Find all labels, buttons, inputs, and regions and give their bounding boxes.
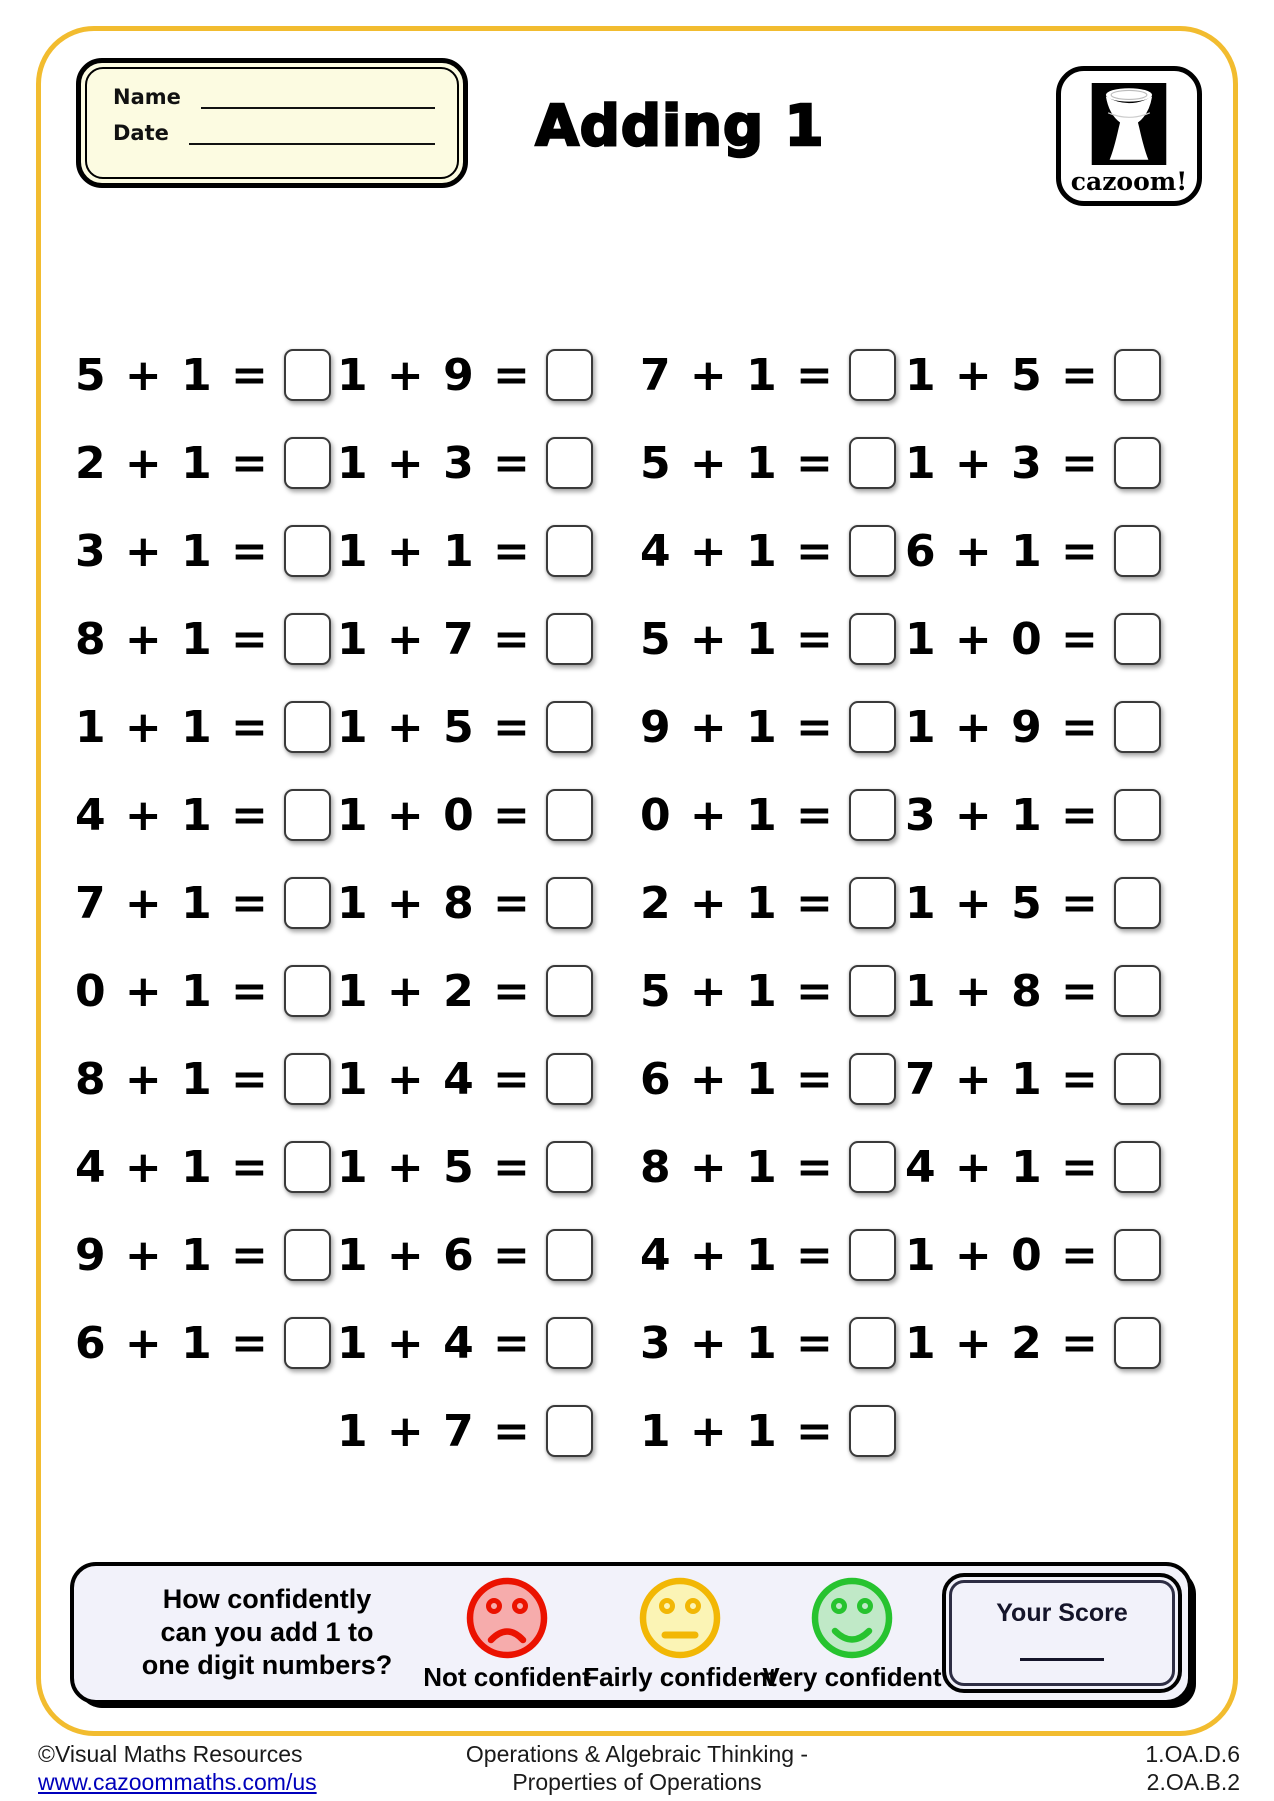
equation-text: 6 + 1 = [75, 1317, 270, 1369]
problem-cell [640, 1035, 896, 1123]
problems-column-4 [905, 331, 1161, 1475]
answer-box[interactable] [546, 789, 593, 841]
problem-cell [337, 859, 593, 947]
problem-cell [905, 947, 1161, 1035]
problem-cell [640, 947, 896, 1035]
confidence-question-line2: can you add 1 to [160, 1617, 374, 1647]
equation-text: 7 + 1 = [75, 877, 270, 929]
happy-face-icon [808, 1574, 896, 1662]
equation-text: 1 + 5 = [905, 349, 1100, 401]
footer-topic-line2: Properties of Operations [512, 1769, 762, 1795]
footer-topic-line1: Operations & Algebraic Thinking - [465, 1741, 809, 1767]
answer-box[interactable] [546, 525, 593, 577]
equation-text: 1 + 1 = [640, 1405, 835, 1457]
equation-text: 9 + 1 = [640, 701, 835, 753]
answer-box[interactable] [849, 349, 896, 401]
confidence-option-neutral[interactable] [583, 1574, 777, 1693]
cazoom-logo [1056, 66, 1202, 206]
answer-box[interactable] [546, 1229, 593, 1281]
problem-cell [337, 1299, 593, 1387]
equation-text: 1 + 8 = [337, 877, 532, 929]
answer-box[interactable] [284, 1141, 331, 1193]
date-label: Date [113, 121, 169, 145]
footer-standard-1: 1.OA.D.6 [1145, 1741, 1240, 1767]
answer-box[interactable] [1114, 349, 1161, 401]
answer-box[interactable] [546, 877, 593, 929]
confidence-option-label: Fairly confident [583, 1662, 777, 1692]
problem-cell [75, 771, 331, 859]
answer-box[interactable] [1114, 1053, 1161, 1105]
problem-cell [905, 1035, 1161, 1123]
problem-cell [640, 859, 896, 947]
problems-column-3 [640, 331, 896, 1475]
problem-cell [905, 1123, 1161, 1211]
problem-cell [640, 1123, 896, 1211]
problem-cell [75, 1387, 331, 1475]
answer-box[interactable] [546, 1053, 593, 1105]
problem-cell [75, 419, 331, 507]
equation-text: 3 + 1 = [905, 789, 1100, 841]
answer-box[interactable] [284, 1229, 331, 1281]
equation-text: 4 + 1 = [75, 789, 270, 841]
problem-cell [337, 1035, 593, 1123]
answer-box[interactable] [1114, 965, 1161, 1017]
problem-cell [75, 1123, 331, 1211]
problem-cell [75, 1299, 331, 1387]
answer-box[interactable] [849, 965, 896, 1017]
sad-face-icon [463, 1574, 551, 1662]
equation-text: 1 + 6 = [337, 1229, 532, 1281]
equation-text: 1 + 0 = [905, 613, 1100, 665]
problem-cell [75, 947, 331, 1035]
problem-cell [75, 859, 331, 947]
answer-box[interactable] [546, 613, 593, 665]
equation-text: 4 + 1 = [75, 1141, 270, 1193]
problem-cell [905, 1387, 1161, 1475]
equation-text: 6 + 1 = [640, 1053, 835, 1105]
equation-text: 8 + 1 = [640, 1141, 835, 1193]
equation-text: 1 + 9 = [905, 701, 1100, 753]
equation-text: 4 + 1 = [640, 525, 835, 577]
name-date-box [76, 58, 468, 188]
confidence-question-line3: one digit numbers? [141, 1650, 393, 1680]
problem-cell [905, 507, 1161, 595]
score-box-inner [949, 1580, 1175, 1686]
answer-box[interactable] [546, 437, 593, 489]
answer-box[interactable] [1114, 1141, 1161, 1193]
problem-cell [905, 1211, 1161, 1299]
equation-text: 0 + 1 = [75, 965, 270, 1017]
problem-cell [337, 947, 593, 1035]
answer-box[interactable] [284, 349, 331, 401]
equation-text: 1 + 9 = [337, 349, 532, 401]
logo-wordmark: cazoom! [1070, 167, 1188, 196]
equation-text: 1 + 7 = [337, 613, 532, 665]
equation-text: 9 + 1 = [75, 1229, 270, 1281]
answer-box[interactable] [284, 1053, 331, 1105]
equation-text: 1 + 0 = [905, 1229, 1100, 1281]
problem-cell [640, 595, 896, 683]
equation-text: 4 + 1 = [905, 1141, 1100, 1193]
answer-box[interactable] [849, 613, 896, 665]
footer-copyright: ©Visual Maths Resources [38, 1741, 303, 1767]
equation-text: 5 + 1 = [75, 349, 270, 401]
problem-cell [337, 1123, 593, 1211]
problem-cell [640, 419, 896, 507]
answer-box[interactable] [849, 1053, 896, 1105]
problem-cell [337, 771, 593, 859]
equation-text: 1 + 3 = [337, 437, 532, 489]
problem-cell [905, 419, 1161, 507]
confidence-option-sad[interactable] [417, 1574, 597, 1693]
equation-text: 1 + 1 = [337, 525, 532, 577]
djembe-drum-icon [1091, 83, 1167, 165]
footer-website-link[interactable]: www.cazoommaths.com/us [38, 1769, 317, 1795]
problem-cell [337, 419, 593, 507]
problem-cell [905, 683, 1161, 771]
equation-text: 1 + 2 = [337, 965, 532, 1017]
answer-box[interactable] [849, 1317, 896, 1369]
equation-text: 1 + 5 = [337, 701, 532, 753]
problem-cell [337, 1387, 593, 1475]
equation-text: 1 + 3 = [905, 437, 1100, 489]
answer-box[interactable] [1114, 701, 1161, 753]
equation-text: 1 + 8 = [905, 965, 1100, 1017]
problem-cell [337, 507, 593, 595]
answer-box[interactable] [849, 877, 896, 929]
answer-box[interactable] [849, 1229, 896, 1281]
answer-box[interactable] [1114, 1229, 1161, 1281]
problem-cell [640, 771, 896, 859]
problem-cell [905, 771, 1161, 859]
equation-text: 0 + 1 = [640, 789, 835, 841]
answer-box[interactable] [1114, 1317, 1161, 1369]
problem-cell [905, 859, 1161, 947]
equation-text: 8 + 1 = [75, 613, 270, 665]
equation-text: 1 + 4 = [337, 1053, 532, 1105]
problem-cell [905, 331, 1161, 419]
answer-box[interactable] [284, 437, 331, 489]
equation-text: 3 + 1 = [75, 525, 270, 577]
answer-box[interactable] [849, 1405, 896, 1457]
problem-cell [75, 1035, 331, 1123]
equation-text: 5 + 1 = [640, 613, 835, 665]
answer-box[interactable] [546, 1141, 593, 1193]
answer-box[interactable] [1114, 613, 1161, 665]
answer-box[interactable] [284, 789, 331, 841]
equation-text: 2 + 1 = [75, 437, 270, 489]
confidence-option-label: Not confident [423, 1662, 591, 1692]
equation-text: 1 + 2 = [905, 1317, 1100, 1369]
name-label: Name [113, 85, 181, 109]
answer-box[interactable] [284, 1317, 331, 1369]
confidence-question [102, 1583, 432, 1682]
answer-box[interactable] [546, 349, 593, 401]
answer-box[interactable] [1114, 437, 1161, 489]
problem-cell [75, 507, 331, 595]
problems-column-2 [337, 331, 593, 1475]
score-entry-line[interactable] [1020, 1658, 1104, 1661]
problem-cell [905, 595, 1161, 683]
answer-box[interactable] [849, 789, 896, 841]
confidence-question-line1: How confidently [162, 1584, 372, 1614]
problems-column-1 [75, 331, 331, 1475]
problem-cell [640, 1387, 896, 1475]
worksheet-title: Adding 1 [535, 94, 825, 159]
equation-text: 7 + 1 = [905, 1053, 1100, 1105]
answer-box[interactable] [284, 613, 331, 665]
problem-cell [337, 1211, 593, 1299]
equation-text: 1 + 7 = [337, 1405, 532, 1457]
equation-text: 5 + 1 = [640, 437, 835, 489]
equation-text: 1 + 5 = [905, 877, 1100, 929]
problem-cell [640, 507, 896, 595]
answer-box[interactable] [1114, 877, 1161, 929]
problem-cell [75, 595, 331, 683]
equation-text: 3 + 1 = [640, 1317, 835, 1369]
answer-box[interactable] [849, 437, 896, 489]
problem-cell [337, 683, 593, 771]
equation-text: 5 + 1 = [640, 965, 835, 1017]
answer-box[interactable] [284, 965, 331, 1017]
equation-text: 1 + 4 = [337, 1317, 532, 1369]
equation-text: 2 + 1 = [640, 877, 835, 929]
footer-standard-2: 2.OA.B.2 [1146, 1769, 1240, 1795]
name-field-line[interactable] [201, 90, 435, 109]
neutral-face-icon [636, 1574, 724, 1662]
problem-cell [75, 1211, 331, 1299]
equation-text: 1 + 0 = [337, 789, 532, 841]
answer-box[interactable] [546, 1317, 593, 1369]
confidence-option-happy[interactable] [762, 1574, 942, 1693]
answer-box[interactable] [546, 965, 593, 1017]
equation-text: 1 + 5 = [337, 1141, 532, 1193]
problem-cell [640, 331, 896, 419]
problem-cell [640, 1299, 896, 1387]
equation-text: 6 + 1 = [905, 525, 1100, 577]
equation-text: 1 + 1 = [75, 701, 270, 753]
answer-box[interactable] [284, 701, 331, 753]
score-label: Your Score [996, 1599, 1128, 1627]
answer-box[interactable] [849, 701, 896, 753]
name-date-box-inner [85, 67, 459, 179]
answer-box[interactable] [849, 1141, 896, 1193]
score-box [942, 1573, 1182, 1693]
answer-box[interactable] [284, 877, 331, 929]
answer-box[interactable] [546, 1405, 593, 1457]
problem-cell [75, 683, 331, 771]
problem-cell [75, 331, 331, 419]
equation-text: 4 + 1 = [640, 1229, 835, 1281]
problem-cell [640, 1211, 896, 1299]
answer-box[interactable] [849, 525, 896, 577]
answer-box[interactable] [1114, 525, 1161, 577]
answer-box[interactable] [546, 701, 593, 753]
equation-text: 7 + 1 = [640, 349, 835, 401]
answer-box[interactable] [1114, 789, 1161, 841]
problem-cell [337, 331, 593, 419]
problem-cell [640, 683, 896, 771]
answer-box[interactable] [284, 525, 331, 577]
confidence-bar [70, 1562, 1192, 1704]
date-field-line[interactable] [189, 126, 435, 145]
confidence-option-label: Very confident [762, 1662, 942, 1692]
problem-cell [905, 1299, 1161, 1387]
equation-text: 8 + 1 = [75, 1053, 270, 1105]
problem-cell [337, 595, 593, 683]
